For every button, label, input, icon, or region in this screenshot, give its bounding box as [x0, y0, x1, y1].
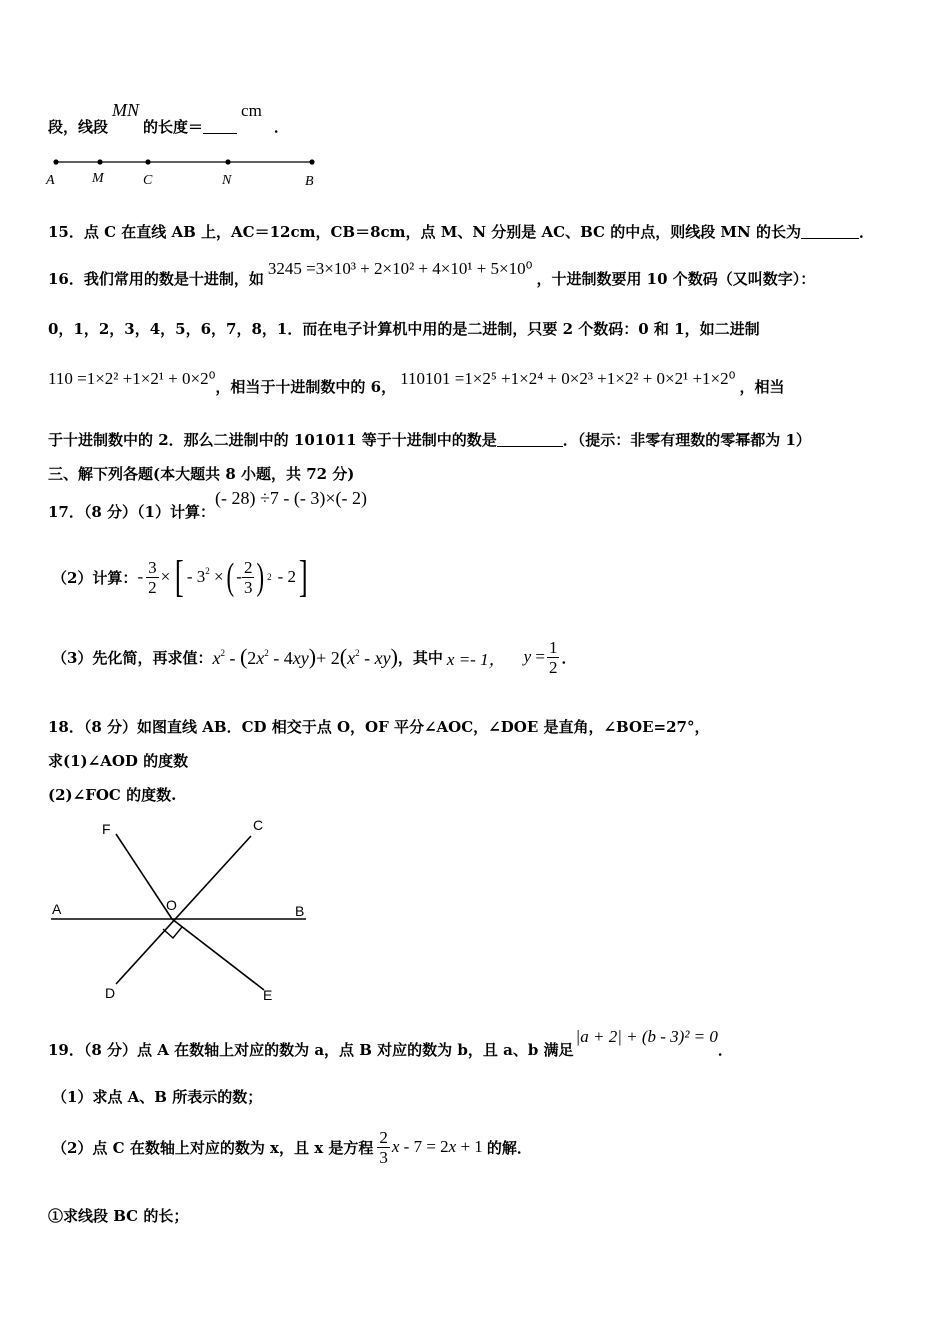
q16-text-a: 16．我们常用的数是十进制，如 — [48, 270, 264, 288]
q15-text: 15．点 C 在直线 AB 上，AC＝12cm，CB＝8cm，点 M、N 分别是 AC、BC 的中点，则线段 MN 的长为 — [48, 223, 801, 241]
q18-line1: 18．（8 分）如图直线 AB．CD 相交于点 O，OF 平分∠AOC，∠DOE 是直角，∠BOE=27°， — [48, 718, 710, 736]
q14-text-a: 段，线段 — [48, 118, 109, 136]
fraction-2-3b: $\frac{2}{3}$ — [379, 1127, 388, 1167]
point-a — [53, 159, 58, 164]
label-c: C — [143, 173, 153, 188]
q19-end: ． — [717, 1041, 733, 1059]
q16-expr3: 110101 =1×2⁵ +1×2⁴ + 0×2³ +1×2² + 0×2¹ +1×2⁰ — [400, 369, 736, 388]
q16-expr1: 3245 =3×10³ + 2×10² + 4×10¹ + 5×10⁰ — [267, 259, 533, 278]
q17-p3-cond-label: ，其中 — [397, 648, 443, 667]
q17-p1-expr: (- 28) ÷7 - (- 3)×(- 2) — [214, 488, 367, 508]
q16-text-b: ，十进制数要用 10 个数码（又叫数字）： — [536, 270, 816, 288]
q17-p3-x: x =- 1， — [446, 649, 506, 669]
label-f: F — [102, 821, 111, 837]
q17-part2 — [52, 546, 311, 608]
line-cd — [116, 836, 251, 984]
q19-line2: （1）求点 A、B 所表示的数； — [52, 1088, 263, 1106]
q17-part3 — [52, 634, 577, 680]
q14-end: ． — [273, 118, 289, 136]
section3-title: 三、解下列各题(本大题共 8 小题，共 72 分) — [48, 465, 355, 483]
point-m — [97, 159, 102, 164]
q14-unit: cm — [241, 101, 262, 120]
q16-text-3-end: ，相当 — [739, 378, 785, 396]
label-b: B — [295, 903, 305, 919]
q16-line1 — [48, 258, 815, 288]
q16-answer-blank[interactable] — [497, 446, 563, 447]
ray-oe — [172, 919, 264, 990]
q19-line1 — [48, 1026, 733, 1059]
q17-p2-expr: - $\frac{3}{2}$ × [ - $3^2$ × ( - $\frac{2}{3}$ ) 2 - 2 ] — [137, 552, 308, 601]
q17-p3-label: （3）先化简，再求值： — [52, 648, 213, 667]
q19-text-3a: （2）点 C 在数轴上对应的数为 x，且 x 是方程 — [52, 1138, 374, 1157]
intersecting-lines-figure — [44, 812, 314, 1008]
label-e: E — [263, 987, 273, 1003]
label-b: B — [305, 174, 314, 189]
label-c: C — [253, 817, 264, 833]
point-b — [309, 159, 314, 164]
fraction-3-2: $\frac{3}{2}$ — [148, 557, 157, 597]
q19-equation: $\frac{2}{3}$ x - 7 = 2x + 1 — [379, 1127, 483, 1167]
q17-p2-label: （2）计算： — [52, 568, 138, 587]
q18-line2: 求(1)∠AOD 的度数 — [48, 752, 189, 770]
q15-line — [48, 221, 874, 242]
label-d: D — [105, 985, 116, 1001]
label-a: A — [46, 173, 55, 188]
q19-condition-expr: |a + 2| + (b - 3)² = 0 — [575, 1027, 718, 1046]
q19-text-a: 19．（8 分）点 A 在数轴上对应的数为 a，点 B 对应的数为 b，且 a、b 满足 — [48, 1041, 574, 1059]
q16-line3 — [48, 368, 784, 398]
q16-line4 — [48, 429, 811, 450]
q17-p3-y: y = $\frac{1}{2}$ — [523, 637, 558, 677]
q19-line3 — [52, 1124, 532, 1170]
q16-expr2: 110 =1×2² +1×2¹ + 0×2⁰ — [48, 369, 216, 388]
q16-text-3: ，相当于十进制数中的 6， — [215, 378, 397, 396]
fraction-1-2: $\frac{1}{2}$ — [548, 637, 558, 677]
label-o: O — [166, 897, 177, 913]
q16-text-2: 0，1，2，3，4，5，6，7，8，1．而在电子计算机中用的是二进制，只要 2 个数码：0 和 1，如二进制 — [48, 320, 760, 338]
q19-text-3b: 的解． — [486, 1138, 532, 1157]
point-c — [145, 159, 150, 164]
q16-line2 — [48, 318, 760, 339]
segment-figure — [40, 150, 330, 192]
point-n — [225, 159, 230, 164]
q14-line — [48, 100, 289, 138]
label-a: A — [52, 901, 62, 917]
q15-end: ． — [858, 223, 874, 241]
q14-text-b: 的长度＝ — [143, 118, 204, 136]
q16-text-4a: 于十进制数中的 2．那么二进制中的 101011 等于十进制中的数是 — [48, 431, 497, 449]
q17-part1 — [48, 488, 367, 521]
q16-text-4b: ．（提示：非零有理数的零幂都为 1） — [562, 431, 811, 449]
q17-p1-label: 17．（8 分）（1）计算： — [48, 503, 215, 521]
q14-mn: MN — [112, 100, 140, 120]
q18-line3: (2)∠FOC 的度数. — [48, 786, 177, 804]
q17-p3-expr: $x^2 - (2x^2 - 4xy)+ 2(x^2 - xy)$ — [212, 644, 398, 669]
fraction-2-3: $\frac{2}{3}$ — [243, 557, 253, 597]
q17-p3-end: ． — [561, 648, 577, 667]
q15-answer-blank[interactable] — [801, 238, 859, 239]
ray-of — [116, 834, 172, 919]
q19-line4: ①求线段 BC 的长； — [48, 1207, 189, 1225]
label-m: M — [92, 171, 104, 186]
q14-answer-blank[interactable] — [203, 133, 237, 134]
label-n: N — [222, 173, 232, 188]
